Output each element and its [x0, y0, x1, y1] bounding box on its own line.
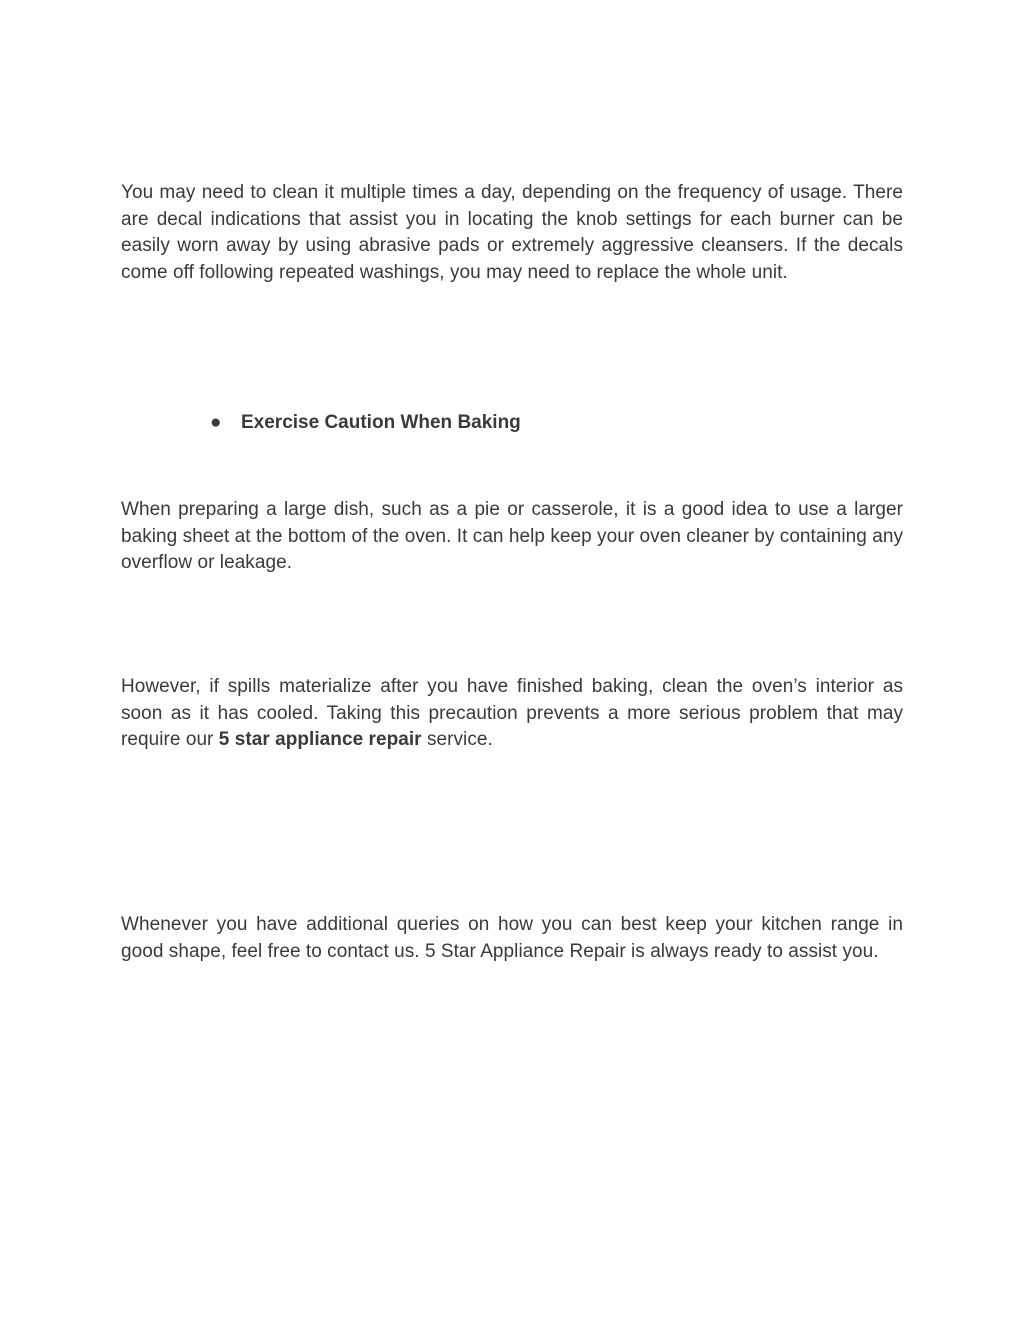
bullet-heading-baking	[210, 410, 521, 437]
bullet-heading-text: Exercise Caution When Baking	[241, 412, 521, 433]
paragraph-spills	[121, 674, 903, 754]
paragraph-baking-sheet: When preparing a large dish, such as a pie or casserole, it is a good idea to use a larger baking sheet at the bottom of the oven. It can help keep your oven cleaner by containing any overflow or leakage.	[121, 499, 904, 574]
paragraph-spills-end: service.	[421, 729, 493, 751]
paragraph-spills-text: However, if spills materialize after you have finished baking, clean the oven’s interior as soon as it has cooled. Taking this precaution prevents a more serious problem that may require our	[121, 676, 903, 751]
paragraph-cleaning-frequency: You may need to clean it multiple times a day, depending on the frequency of usage. There are decal indications that assist you in locating the knob settings for each burner can be easily worn away by using abrasive pads or extremely aggressive cleansers. If the decals come off following repeated washings, you may need to replace the whole unit.	[121, 182, 903, 283]
bullet-icon: ●	[210, 412, 222, 433]
paragraph-contact: Whenever you have additional queries on how you can best keep your kitchen range in good shape, feel free to contact us. 5 Star Appliance Repair is always ready to assist you.	[121, 914, 903, 962]
appliance-repair-bold-text: 5 star appliance repair	[218, 729, 422, 751]
